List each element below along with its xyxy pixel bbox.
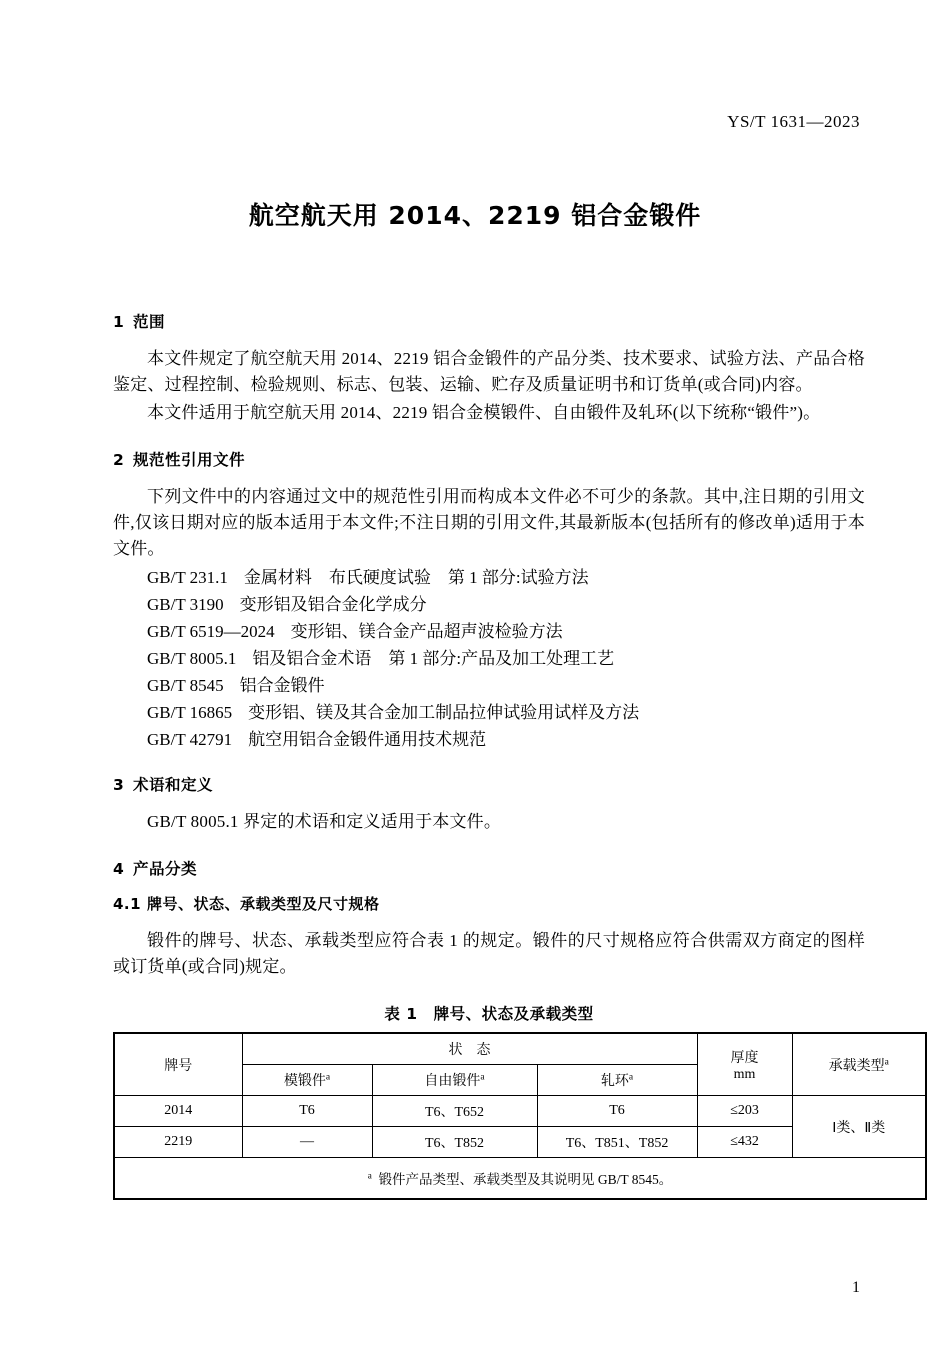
reference-item bbox=[113, 699, 865, 726]
section-heading-2 bbox=[113, 448, 865, 470]
grade-state-load-table bbox=[113, 1032, 927, 1200]
reference-item bbox=[113, 591, 865, 618]
reference-code: GB/T 3190 bbox=[147, 595, 224, 614]
cell-die-forging: — bbox=[242, 1127, 372, 1158]
section-heading-3 bbox=[113, 773, 865, 795]
cell-free-forging: T6、T652 bbox=[372, 1096, 537, 1127]
section-1-paragraph-1: 本文件规定了航空航天用 2014、2219 铝合金锻件的产品分类、技术要求、试验方法、产品合格鉴定、过程控制、检验规则、标志、包装、运输、贮存及质量证明书和订货单(或合同)内容。 bbox=[113, 349, 865, 394]
cell-grade: 2014 bbox=[114, 1096, 242, 1127]
table-header-row-1 bbox=[114, 1033, 926, 1065]
reference-title: 金属材料 布氏硬度试验 第 1 部分:试验方法 bbox=[243, 568, 589, 587]
header-rolled-ring-label: 轧环 bbox=[600, 1074, 629, 1089]
document-title: 航空航天用 2014、2219 铝合金锻件 bbox=[248, 201, 702, 230]
header-free-forging-label: 自由锻件 bbox=[424, 1074, 481, 1089]
reference-title: 航空用铝合金锻件通用技术规范 bbox=[248, 730, 487, 749]
header-thickness-unit: mm bbox=[733, 1066, 756, 1082]
cell-load-type: Ⅰ类、Ⅱ类 bbox=[792, 1096, 926, 1158]
section-1-paragraph-2: 本文件适用于航空航天用 2014、2219 铝合金模锻件、自由锻件及轧环(以下统称“锻件”)。 bbox=[147, 403, 821, 422]
standard-code-header: YS/T 1631—2023 bbox=[727, 112, 860, 131]
section-heading-4 bbox=[113, 857, 865, 879]
document-body bbox=[113, 310, 889, 1200]
cell-rolled-ring: T6、T851、T852 bbox=[537, 1127, 697, 1158]
subsection-title: 牌号、状态、承载类型及尺寸规格 bbox=[147, 895, 380, 913]
reference-item bbox=[113, 726, 865, 753]
footnote-marker-free-forging: a bbox=[480, 1072, 485, 1083]
footnote-marker: a bbox=[367, 1170, 372, 1181]
cell-free-forging: T6、T852 bbox=[372, 1127, 537, 1158]
reference-code: GB/T 16865 bbox=[147, 703, 233, 722]
reference-code: GB/T 8005.1 bbox=[147, 649, 237, 668]
reference-title: 变形铝、镁及其合金加工制品拉伸试验用试样及方法 bbox=[248, 703, 640, 722]
header-load-type-label: 承载类型 bbox=[828, 1058, 885, 1074]
section-number-3: 3 bbox=[113, 776, 125, 794]
header-state-group: 状 态 bbox=[242, 1033, 697, 1065]
reference-title: 变形铝及铝合金化学成分 bbox=[239, 595, 427, 614]
section-number-1: 1 bbox=[113, 313, 125, 331]
table-caption: 表 1 牌号、状态及承载类型 bbox=[384, 1005, 594, 1023]
reference-item bbox=[113, 564, 865, 591]
section-number-4: 4 bbox=[113, 860, 125, 878]
footnote-marker-die-forging: a bbox=[325, 1072, 331, 1083]
header-rolled-ring bbox=[537, 1065, 697, 1096]
section-title-3: 术语和定义 bbox=[133, 776, 214, 794]
reference-title: 变形铝、镁合金产品超声波检验方法 bbox=[290, 622, 563, 641]
reference-code: GB/T 42791 bbox=[147, 730, 233, 749]
header-load-type bbox=[792, 1033, 926, 1096]
page-number: 1 bbox=[852, 1279, 860, 1296]
header-grade: 牌号 bbox=[114, 1033, 242, 1096]
section-number-2: 2 bbox=[113, 451, 125, 469]
reference-item bbox=[113, 618, 865, 645]
reference-item bbox=[113, 672, 865, 699]
cell-rolled-ring: T6 bbox=[537, 1096, 697, 1127]
section-3-paragraph-1: GB/T 8005.1 界定的术语和定义适用于本文件。 bbox=[147, 812, 502, 831]
cell-thickness: ≤203 bbox=[697, 1096, 792, 1127]
reference-title: 铝合金锻件 bbox=[239, 676, 325, 695]
header-die-forging-label: 模锻件 bbox=[283, 1074, 326, 1089]
reference-item bbox=[113, 645, 865, 672]
cell-grade: 2219 bbox=[114, 1127, 242, 1158]
header-free-forging bbox=[372, 1065, 537, 1096]
table-footnote bbox=[114, 1158, 926, 1200]
header-die-forging bbox=[242, 1065, 372, 1096]
section-title-1: 范围 bbox=[133, 313, 166, 331]
section-title-2: 规范性引用文件 bbox=[133, 451, 246, 469]
footnote-marker-rolled-ring: a bbox=[628, 1072, 634, 1083]
reference-code: GB/T 231.1 bbox=[147, 568, 228, 587]
reference-title: 铝及铝合金术语 第 1 部分:产品及加工处理工艺 bbox=[252, 649, 615, 668]
header-thickness bbox=[697, 1033, 792, 1096]
section-heading-1 bbox=[113, 310, 865, 332]
table-footnote-row bbox=[114, 1158, 926, 1200]
header-thickness-label: 厚度 bbox=[730, 1050, 759, 1066]
subsection-4-1-paragraph: 锻件的牌号、状态、承载类型应符合表 1 的规定。锻件的尺寸规格应符合供需双方商定的图样或订货单(或合同)规定。 bbox=[113, 931, 865, 976]
section-title-4: 产品分类 bbox=[133, 860, 198, 878]
subsection-heading-4-1 bbox=[113, 893, 865, 914]
reference-code: GB/T 6519—2024 bbox=[147, 622, 275, 641]
normative-references-list bbox=[113, 564, 865, 753]
footnote-marker-load-type: a bbox=[884, 1056, 889, 1067]
subsection-number: 4.1 bbox=[113, 895, 142, 913]
cell-die-forging: T6 bbox=[242, 1096, 372, 1127]
section-2-paragraph-1: 下列文件中的内容通过文中的规范性引用而构成本文件必不可少的条款。其中,注日期的引用文件,仅该日期对应的版本适用于本文件;不注日期的引用文件,其最新版本(包括所有的修改单)适用于本文件。 bbox=[113, 487, 865, 558]
table-row bbox=[114, 1096, 926, 1127]
cell-thickness: ≤432 bbox=[697, 1127, 792, 1158]
reference-code: GB/T 8545 bbox=[147, 676, 224, 695]
footnote-text: 锻件产品类型、承载类型及其说明见 GB/T 8545。 bbox=[378, 1172, 673, 1187]
